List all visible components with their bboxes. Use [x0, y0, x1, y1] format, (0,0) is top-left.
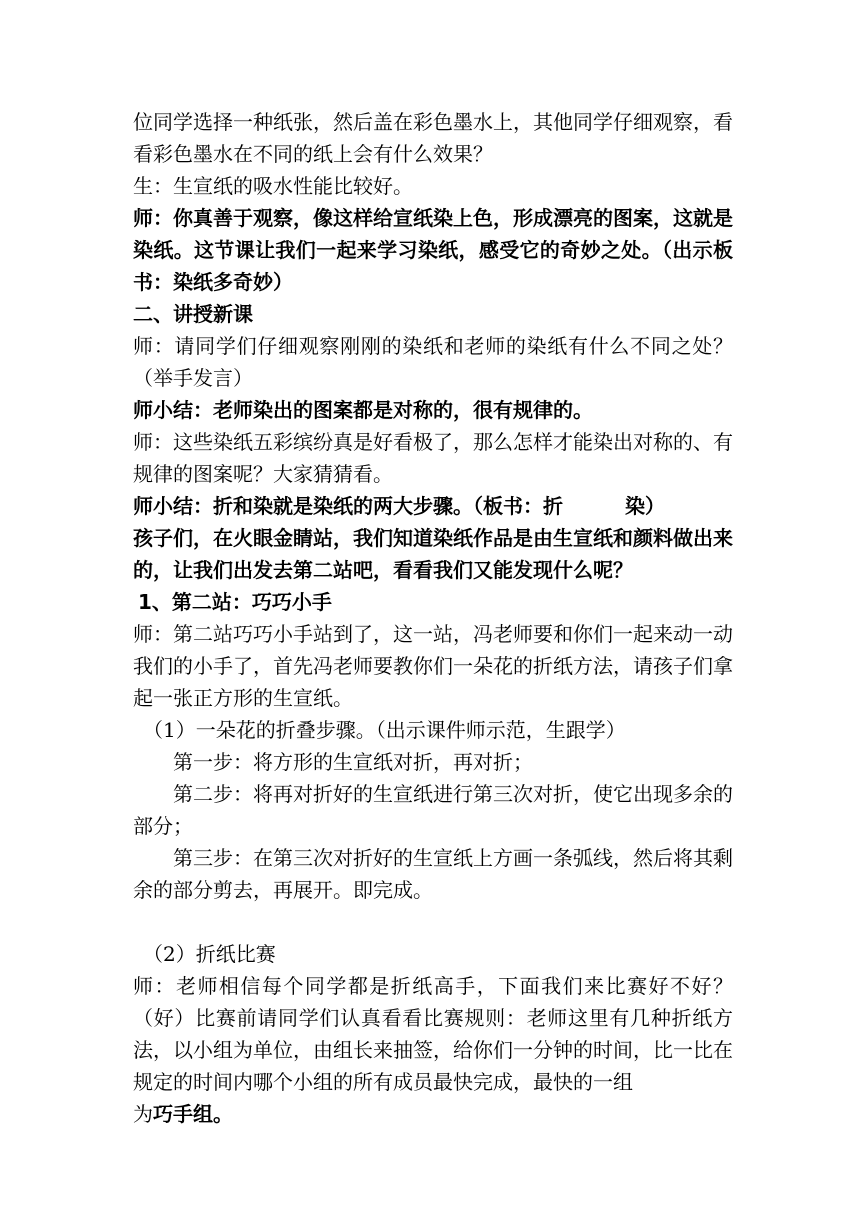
summary-steps-part1: 师小结：折和染就是染纸的两大步骤。（板书：折 [133, 494, 563, 518]
paragraph-summary-symmetry: 师小结：老师染出的图案都是对称的，很有规律的。 [133, 398, 593, 422]
paragraph-station-two-intro: 师：第二站巧巧小手站到了，这一站，冯老师要和你们一起来动一动我们的小手了，首先冯老师要教你们一朵花的折纸方法，请孩子们拿起一张正方形的生宣纸。 [133, 622, 733, 710]
paragraph-summary-steps [133, 490, 733, 522]
paragraph-station-transition: 孩子们，在火眼金睛站，我们知道染纸作品是由生宣纸和颜料做出来的，让我们出发去第二站吧，看看我们又能发现什么呢？ [133, 526, 733, 582]
paragraph-teacher-guess: 师：这些染纸五彩缤纷真是好看极了，那么怎样才能染出对称的、有规律的图案呢？大家猜猜看。 [133, 430, 733, 486]
subheading-flower-steps: （1）一朵花的折叠步骤。（出示课件师示范，生跟学） [143, 718, 626, 742]
blank-line [133, 906, 733, 938]
paragraph-teacher-dye-paper: 师：你真善于观察，像这样给宣纸染上色，形成漂亮的图案，这就是染纸。这节课让我们一起来学习染纸，感受它的奇妙之处。（出示板书：染纸多奇妙） [133, 206, 733, 294]
paragraph-contest-rules: 师：老师相信每个同学都是折纸高手，下面我们来比赛好不好？（好）比赛前请同学们认真看看比赛规则：老师这里有几种折纸方法，以小组为单位，由组长来抽签，给你们一分钟的时间，比一比在规定的时间内哪个小组的所有成员最快完成，最快的一组 [133, 974, 733, 1094]
paragraph-student-answer: 生：生宣纸的吸水性能比较好。 [133, 174, 413, 198]
winner-prefix: 为 [133, 1102, 153, 1126]
document-page [133, 106, 733, 1130]
summary-steps-part2: 染） [625, 494, 665, 518]
winner-name: 巧手组。 [153, 1102, 233, 1126]
section-heading-new-lesson: 二、讲授新课 [133, 302, 253, 326]
step-one: 第一步：将方形的生宣纸对折，再对折； [173, 750, 533, 774]
paragraph-contest-winner [133, 1098, 733, 1130]
subheading-folding-contest: （2）折纸比赛 [143, 942, 276, 966]
paragraph-intro: 位同学选择一种纸张，然后盖在彩色墨水上，其他同学仔细观察，看看彩色墨水在不同的纸上会有什么效果？ [133, 110, 733, 166]
paragraph-teacher-question: 师：请同学们仔细观察刚刚的染纸和老师的染纸有什么不同之处？（举手发言） [133, 334, 733, 390]
step-three: 第三步：在第三次对折好的生宣纸上方画一条弧线，然后将其剩余的部分剪去，再展开。即完成。 [133, 846, 733, 902]
section-heading-station-two: 1、第二站：巧巧小手 [138, 590, 332, 614]
step-two: 第二步：将再对折好的生宣纸进行第三次对折，使它出现多余的部分； [133, 782, 733, 838]
